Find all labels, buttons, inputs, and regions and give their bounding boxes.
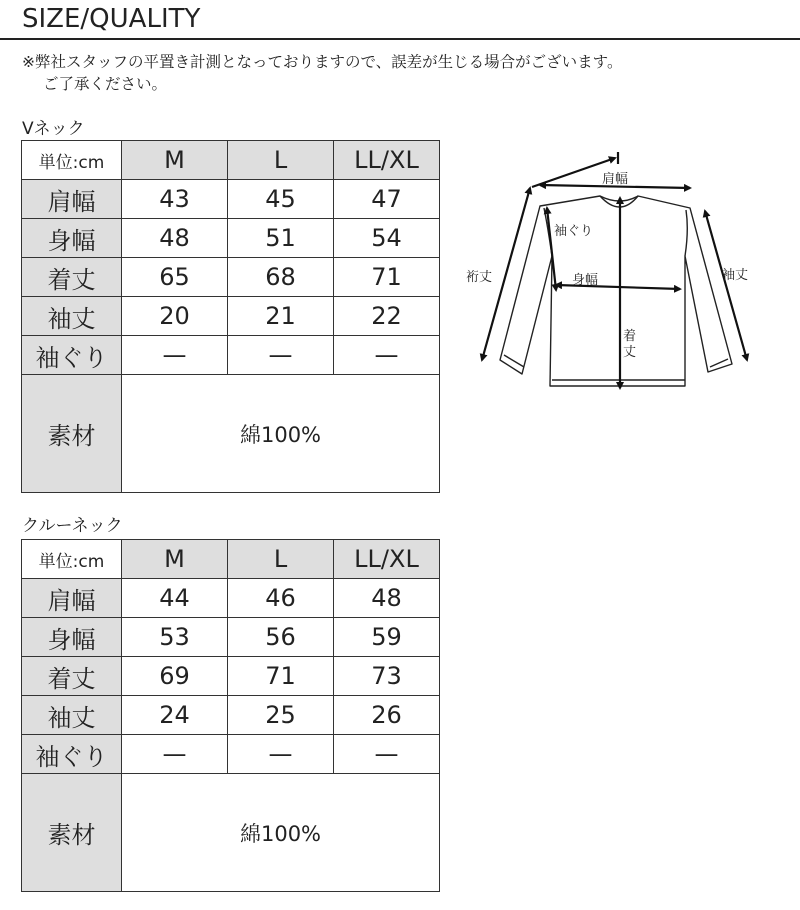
- crewneck-size-table: [21, 539, 440, 892]
- material-label: 素材: [22, 774, 122, 892]
- table-cell: 45: [228, 180, 334, 219]
- sleeve-length-label: 袖丈: [722, 268, 749, 283]
- size-header: LL/XL: [334, 141, 440, 180]
- row-label: 身幅: [22, 618, 122, 657]
- table-cell: 48: [334, 579, 440, 618]
- table-row: [22, 657, 440, 696]
- table-cell: 56: [228, 618, 334, 657]
- size-header: M: [122, 540, 228, 579]
- shoulder-label: 肩幅: [602, 172, 629, 187]
- table-row: [22, 735, 440, 774]
- row-label: 肩幅: [22, 180, 122, 219]
- size-header: L: [228, 540, 334, 579]
- row-label: 袖丈: [22, 297, 122, 336]
- table-cell: —: [334, 336, 440, 375]
- table-cell: —: [122, 735, 228, 774]
- table-cell: —: [228, 336, 334, 375]
- table-row: [22, 180, 440, 219]
- table-cell: 44: [122, 579, 228, 618]
- table-header-row: [22, 141, 440, 180]
- row-label: 肩幅: [22, 579, 122, 618]
- title-divider: [0, 38, 800, 40]
- table-cell: 68: [228, 258, 334, 297]
- table-cell: 43: [122, 180, 228, 219]
- size-header: LL/XL: [334, 540, 440, 579]
- table-cell: —: [334, 735, 440, 774]
- row-label: 着丈: [22, 258, 122, 297]
- table-row: [22, 696, 440, 735]
- material-value: 綿100%: [122, 774, 440, 892]
- table-cell: —: [228, 735, 334, 774]
- armhole-label: 袖ぐり: [554, 224, 594, 239]
- table-row: [22, 336, 440, 375]
- table-cell: 73: [334, 657, 440, 696]
- body-width-label: 身幅: [572, 273, 599, 288]
- yuki-label: 裄丈: [466, 270, 493, 285]
- length-label-top: 着: [623, 329, 637, 344]
- vneck-section-title: Vネック: [22, 119, 85, 139]
- table-cell: 48: [122, 219, 228, 258]
- table-cell: 53: [122, 618, 228, 657]
- table-cell: 26: [334, 696, 440, 735]
- table-cell: 20: [122, 297, 228, 336]
- row-label: 袖丈: [22, 696, 122, 735]
- table-cell: 69: [122, 657, 228, 696]
- material-label: 素材: [22, 375, 122, 493]
- length-label-bottom: 丈: [623, 345, 637, 360]
- vneck-size-table: [21, 140, 440, 493]
- table-cell: 47: [334, 180, 440, 219]
- note-line-2: ご了承ください。: [43, 75, 168, 93]
- table-row: [22, 297, 440, 336]
- table-cell: —: [122, 336, 228, 375]
- table-row: [22, 579, 440, 618]
- size-header: L: [228, 141, 334, 180]
- table-cell: 21: [228, 297, 334, 336]
- table-cell: 24: [122, 696, 228, 735]
- row-label: 袖ぐり: [22, 735, 122, 774]
- table-row: [22, 618, 440, 657]
- table-cell: 71: [334, 258, 440, 297]
- table-header-row: [22, 540, 440, 579]
- row-label: 袖ぐり: [22, 336, 122, 375]
- table-cell: 51: [228, 219, 334, 258]
- material-row: [22, 375, 440, 493]
- row-label: 身幅: [22, 219, 122, 258]
- unit-label: 単位:cm: [22, 540, 122, 579]
- measurement-note: [22, 51, 800, 95]
- material-value: 綿100%: [122, 375, 440, 493]
- table-cell: 25: [228, 696, 334, 735]
- table-cell: 71: [228, 657, 334, 696]
- table-row: [22, 258, 440, 297]
- size-header: M: [122, 141, 228, 180]
- unit-label: 単位:cm: [22, 141, 122, 180]
- table-row: [22, 219, 440, 258]
- table-cell: 65: [122, 258, 228, 297]
- note-line-1: ※弊社スタッフの平置き計測となっておりますので、誤差が生じる場合がございます。: [22, 53, 623, 71]
- row-label: 着丈: [22, 657, 122, 696]
- table-cell: 22: [334, 297, 440, 336]
- table-cell: 46: [228, 579, 334, 618]
- material-row: [22, 774, 440, 892]
- crewneck-section-title: クルーネック: [22, 516, 123, 536]
- garment-diagram: [460, 148, 780, 398]
- table-cell: 54: [334, 219, 440, 258]
- page-title: SIZE/QUALITY: [22, 4, 201, 34]
- table-cell: 59: [334, 618, 440, 657]
